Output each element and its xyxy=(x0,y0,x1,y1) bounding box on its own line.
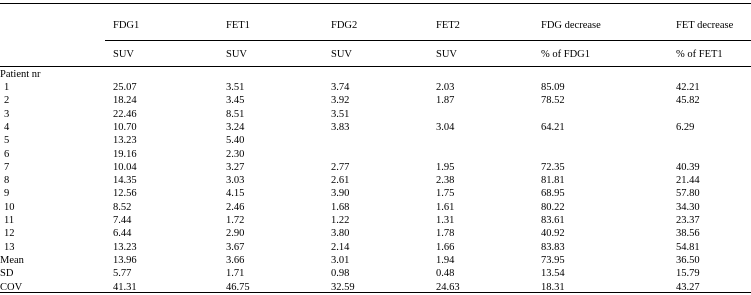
cell-fdg1: 13.23 xyxy=(113,135,137,146)
cell-fdg-decrease: 78.52 xyxy=(541,95,565,106)
header-fdg2: FDG2 xyxy=(331,20,358,31)
cell-fet1: 3.67 xyxy=(226,242,245,253)
cell-fet-decrease: 40.39 xyxy=(676,162,700,173)
cell-fet1: 2.30 xyxy=(226,149,245,160)
cell-row-label: SD xyxy=(0,268,14,279)
cell-fet-decrease: 38.56 xyxy=(676,228,700,239)
cell-fet-decrease: 54.81 xyxy=(676,242,700,253)
cell-fdg1: 8.52 xyxy=(113,202,132,213)
cell-fdg2: 3.92 xyxy=(331,95,350,106)
header-fet2: FET2 xyxy=(436,20,460,31)
cell-fet2: 0.48 xyxy=(436,268,455,279)
cell-fdg1: 19.16 xyxy=(113,149,137,160)
cell-fet1: 2.46 xyxy=(226,202,245,213)
cell-row-label: 7 xyxy=(4,162,10,173)
unit-fdg2: SUV xyxy=(331,49,353,60)
cell-row-label: 6 xyxy=(4,149,10,160)
cell-fdg1: 13.23 xyxy=(113,242,137,253)
cell-fet-decrease: 23.37 xyxy=(676,215,700,226)
cell-fdg2: 2.61 xyxy=(331,175,350,186)
cell-fdg-decrease: 18.31 xyxy=(541,282,565,293)
table-top-rule xyxy=(0,3,751,4)
cell-fet-decrease: 21.44 xyxy=(676,175,700,186)
cell-fet2: 1.94 xyxy=(436,255,455,266)
cell-fet-decrease: 6.29 xyxy=(676,122,695,133)
cell-row-label: 4 xyxy=(4,122,10,133)
cell-row-label: 9 xyxy=(4,188,10,199)
header-fdg-decrease: FDG decrease xyxy=(541,20,601,31)
cell-fdg1: 7.44 xyxy=(113,215,132,226)
patient-nr-label: Patient nr xyxy=(0,69,41,80)
cell-fdg-decrease: 64.21 xyxy=(541,122,565,133)
cell-fet-decrease: 57.80 xyxy=(676,188,700,199)
unit-fdg1: SUV xyxy=(113,49,135,60)
cell-fet-decrease: 45.82 xyxy=(676,95,700,106)
cell-fdg2: 0.98 xyxy=(331,268,350,279)
cell-fdg1: 12.56 xyxy=(113,188,137,199)
cell-fdg2: 3.83 xyxy=(331,122,350,133)
cell-fdg2: 3.90 xyxy=(331,188,350,199)
cell-fdg1: 18.24 xyxy=(113,95,137,106)
cell-fet-decrease: 42.21 xyxy=(676,82,700,93)
header-fet-decrease: FET decrease xyxy=(676,20,734,31)
cell-fdg1: 41.31 xyxy=(113,282,137,293)
cell-fdg-decrease: 72.35 xyxy=(541,162,565,173)
cell-fet2: 1.66 xyxy=(436,242,455,253)
cell-fet1: 2.90 xyxy=(226,228,245,239)
cell-fet1: 3.03 xyxy=(226,175,245,186)
cell-fet1: 3.45 xyxy=(226,95,245,106)
unit-fet-decrease: % of FET1 xyxy=(676,49,723,60)
cell-fdg-decrease: 68.95 xyxy=(541,188,565,199)
cell-fdg-decrease: 40.92 xyxy=(541,228,565,239)
cell-fdg-decrease: 13.54 xyxy=(541,268,565,279)
cell-fet1: 3.51 xyxy=(226,82,245,93)
cell-fet1: 5.40 xyxy=(226,135,245,146)
table-bottom-rule xyxy=(0,292,751,293)
cell-fdg1: 13.96 xyxy=(113,255,137,266)
cell-fdg2: 32.59 xyxy=(331,282,355,293)
cell-fet2: 24.63 xyxy=(436,282,460,293)
cell-fdg1: 14.35 xyxy=(113,175,137,186)
cell-fet1: 8.51 xyxy=(226,109,245,120)
cell-fdg1: 5.77 xyxy=(113,268,132,279)
cell-fet1: 1.71 xyxy=(226,268,245,279)
cell-fdg1: 10.70 xyxy=(113,122,137,133)
cell-fdg1: 22.46 xyxy=(113,109,137,120)
cell-fet1: 4.15 xyxy=(226,188,245,199)
cell-fet2: 3.04 xyxy=(436,122,455,133)
cell-row-label: Mean xyxy=(0,255,24,266)
cell-fdg-decrease: 81.81 xyxy=(541,175,565,186)
header-bottom-rule xyxy=(0,66,751,67)
cell-row-label: COV xyxy=(0,282,23,293)
cell-fet2: 2.38 xyxy=(436,175,455,186)
cell-fet1: 46.75 xyxy=(226,282,250,293)
cell-row-label: 1 xyxy=(4,82,10,93)
cell-fet-decrease: 34.30 xyxy=(676,202,700,213)
cell-fet2: 1.61 xyxy=(436,202,455,213)
cell-row-label: 12 xyxy=(4,228,15,239)
cell-fdg2: 3.51 xyxy=(331,109,350,120)
cell-fet2: 1.31 xyxy=(436,215,455,226)
cell-fet2: 1.87 xyxy=(436,95,455,106)
cell-fdg-decrease: 83.61 xyxy=(541,215,565,226)
cell-fdg2: 2.77 xyxy=(331,162,350,173)
header-subrule xyxy=(105,40,751,41)
cell-row-label: 10 xyxy=(4,202,15,213)
cell-fet2: 2.03 xyxy=(436,82,455,93)
cell-fet2: 1.75 xyxy=(436,188,455,199)
cell-fdg2: 3.74 xyxy=(331,82,350,93)
cell-fdg2: 3.01 xyxy=(331,255,350,266)
cell-fdg2: 1.22 xyxy=(331,215,350,226)
cell-row-label: 5 xyxy=(4,135,10,146)
cell-row-label: 8 xyxy=(4,175,10,186)
cell-fdg2: 1.68 xyxy=(331,202,350,213)
cell-row-label: 3 xyxy=(4,109,10,120)
cell-fet2: 1.78 xyxy=(436,228,455,239)
cell-fdg-decrease: 80.22 xyxy=(541,202,565,213)
cell-fet-decrease: 36.50 xyxy=(676,255,700,266)
cell-fdg1: 10.04 xyxy=(113,162,137,173)
unit-fdg-decrease: % of FDG1 xyxy=(541,49,590,60)
cell-fdg2: 3.80 xyxy=(331,228,350,239)
cell-fet-decrease: 15.79 xyxy=(676,268,700,279)
cell-fdg1: 6.44 xyxy=(113,228,132,239)
cell-fet1: 3.66 xyxy=(226,255,245,266)
cell-fet2: 1.95 xyxy=(436,162,455,173)
cell-fet1: 3.27 xyxy=(226,162,245,173)
cell-row-label: 2 xyxy=(4,95,10,106)
cell-fet-decrease: 43.27 xyxy=(676,282,700,293)
unit-fet1: SUV xyxy=(226,49,248,60)
cell-fdg2: 2.14 xyxy=(331,242,350,253)
cell-fdg-decrease: 85.09 xyxy=(541,82,565,93)
header-fdg1: FDG1 xyxy=(113,20,140,31)
cell-fet1: 1.72 xyxy=(226,215,245,226)
cell-fdg1: 25.07 xyxy=(113,82,137,93)
unit-fet2: SUV xyxy=(436,49,458,60)
cell-row-label: 11 xyxy=(4,215,15,226)
header-fet1: FET1 xyxy=(226,20,250,31)
cell-fet1: 3.24 xyxy=(226,122,245,133)
cell-fdg-decrease: 73.95 xyxy=(541,255,565,266)
cell-fdg-decrease: 83.83 xyxy=(541,242,565,253)
cell-row-label: 13 xyxy=(4,242,15,253)
